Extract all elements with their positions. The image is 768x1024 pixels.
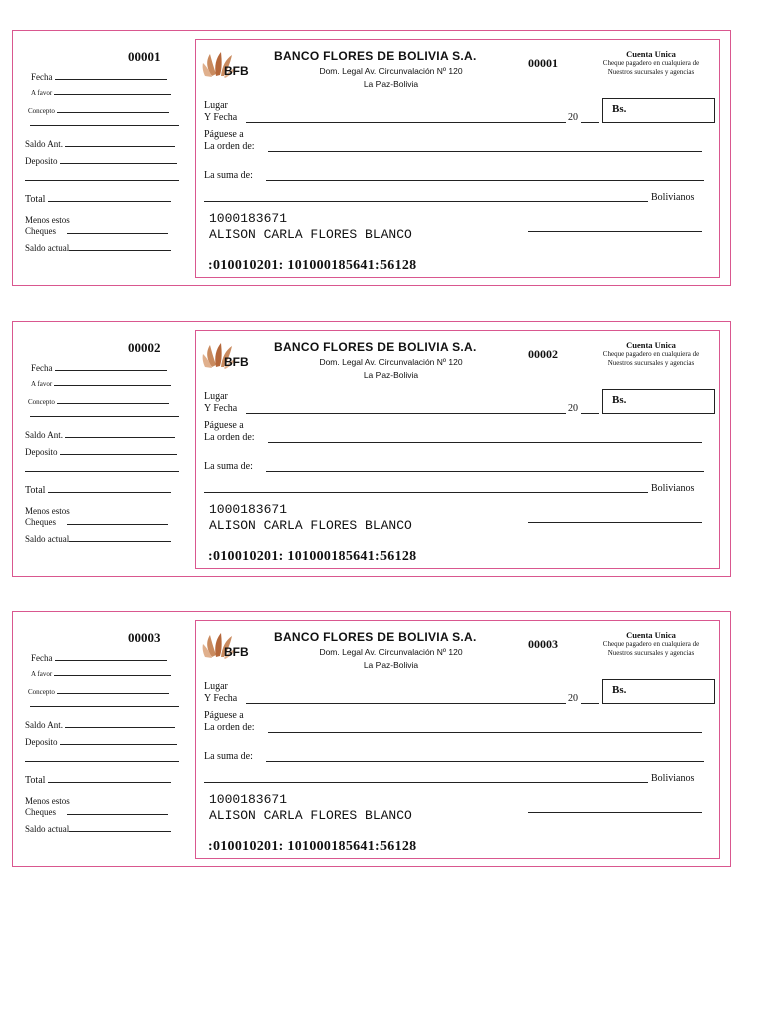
- stub-saldo-actual-field[interactable]: [69, 823, 171, 832]
- la-suma-label: La suma de:: [204, 461, 253, 472]
- la-orden-label: La orden de:: [204, 432, 255, 443]
- year-prefix: 20: [568, 403, 578, 414]
- stub-concepto-field[interactable]: [57, 395, 169, 404]
- bank-address: Dom. Legal Av. Circunvalación Nº 120: [319, 647, 463, 657]
- bank-name: BANCO FLORES DE BOLIVIA S.A.: [274, 49, 477, 63]
- stub-cheques-field[interactable]: [67, 806, 168, 815]
- stub-saldo-actual-field[interactable]: [69, 533, 171, 542]
- stub-concepto-line[interactable]: [30, 125, 179, 126]
- cheque-note-line1: Cheque pagadero en cualquiera de: [602, 59, 700, 67]
- cheque-note-line2: Nuestros sucursales y agencias: [607, 359, 695, 367]
- stub-saldo-actual-label: Saldo actual: [25, 243, 70, 253]
- cheque-note-line1: Cheque pagadero en cualquiera de: [602, 350, 700, 358]
- fecha-field[interactable]: [246, 413, 566, 414]
- account-number: 1000183671: [209, 792, 288, 807]
- bank-name: BANCO FLORES DE BOLIVIA S.A.: [274, 630, 477, 644]
- stub-concepto-label: Concepto: [28, 398, 55, 406]
- stub-deposito-label: Deposito: [25, 447, 58, 457]
- micr-line: :010010201: 101000185641:56128: [208, 258, 417, 273]
- stub-saldo-actual-field[interactable]: [69, 242, 171, 251]
- amount-words-field[interactable]: [266, 471, 704, 472]
- cheque-note-line2: Nuestros sucursales y agencias: [607, 68, 695, 76]
- cheque-3: [12, 611, 731, 867]
- bank-address: Dom. Legal Av. Circunvalación Nº 120: [319, 357, 463, 367]
- amount-box[interactable]: [602, 679, 715, 704]
- cheque-1: [12, 30, 731, 286]
- stub-a-favor-label: A favor: [31, 380, 53, 388]
- logo-text: BFB: [224, 64, 249, 78]
- stub-deposito-label: Deposito: [25, 737, 58, 747]
- currency-label: Bs.: [612, 103, 627, 115]
- logo-text: BFB: [224, 355, 249, 369]
- paguese-label: Páguese a: [204, 420, 244, 431]
- cheque-number: 00002: [528, 347, 558, 361]
- year-field[interactable]: [581, 703, 599, 704]
- bolivianos-label: Bolivianos: [651, 773, 695, 784]
- stub-concepto-label: Concepto: [28, 688, 55, 696]
- stub-a-favor-field[interactable]: [54, 377, 171, 386]
- year-field[interactable]: [581, 413, 599, 414]
- account-type: Cuenta Unica: [626, 630, 676, 640]
- stub-concepto-label: Concepto: [28, 107, 55, 115]
- la-suma-label: La suma de:: [204, 170, 253, 181]
- payee-field[interactable]: [268, 442, 702, 443]
- stub-fecha-field[interactable]: [55, 71, 167, 80]
- stub-saldo-ant-field[interactable]: [65, 719, 175, 728]
- y-fecha-label: Y Fecha: [204, 403, 238, 414]
- signature-line[interactable]: [528, 231, 702, 232]
- account-number: 1000183671: [209, 502, 288, 517]
- stub-a-favor-label: A favor: [31, 89, 53, 97]
- flower-logo-icon: [202, 631, 264, 661]
- amount-box[interactable]: [602, 98, 715, 123]
- cheque-body: [195, 330, 720, 569]
- micr-line: :010010201: 101000185641:56128: [208, 549, 417, 564]
- account-holder-name: ALISON CARLA FLORES BLANCO: [209, 227, 412, 242]
- amount-words-field-2[interactable]: [204, 492, 648, 493]
- logo-text: BFB: [224, 645, 249, 659]
- stub-cheque-number: 00002: [128, 340, 161, 355]
- la-orden-label: La orden de:: [204, 141, 255, 152]
- flower-logo-icon: [202, 50, 264, 80]
- cheque-note-line2: Nuestros sucursales y agencias: [607, 649, 695, 657]
- stub-menos-estos-label: Menos estos: [25, 796, 70, 806]
- amount-words-field[interactable]: [266, 761, 704, 762]
- account-info: [586, 341, 716, 368]
- cheque-body: [195, 39, 720, 278]
- payee-field[interactable]: [268, 151, 702, 152]
- stub-deposito-field[interactable]: [60, 155, 177, 164]
- stub-a-favor-label: A favor: [31, 670, 53, 678]
- bank-city: La Paz-Bolivia: [363, 79, 419, 89]
- stub-menos-estos-label: Menos estos: [25, 215, 70, 225]
- account-info: [586, 50, 716, 77]
- flower-logo-icon: [202, 341, 264, 371]
- la-orden-label: La orden de:: [204, 722, 255, 733]
- stub-total-label: Total: [25, 194, 46, 205]
- stub-saldo-ant-label: Saldo Ant.: [25, 430, 64, 440]
- stub-total-field[interactable]: [48, 193, 171, 202]
- account-info: [586, 631, 716, 658]
- stub-cheques-label: Cheques: [25, 226, 56, 236]
- account-type: Cuenta Unica: [626, 340, 676, 350]
- currency-label: Bs.: [612, 394, 627, 406]
- stub-menos-estos-label: Menos estos: [25, 506, 70, 516]
- cheque-2: [12, 321, 731, 577]
- stub-concepto-line[interactable]: [30, 706, 179, 707]
- stub-fecha-field[interactable]: [55, 652, 167, 661]
- account-number: 1000183671: [209, 211, 288, 226]
- stub-concepto-field[interactable]: [57, 685, 169, 694]
- stub-cheques-field[interactable]: [67, 516, 168, 525]
- fecha-field[interactable]: [246, 122, 566, 123]
- account-type: Cuenta Unica: [626, 49, 676, 59]
- stub-concepto-line[interactable]: [30, 416, 179, 417]
- stub-fecha-field[interactable]: [55, 362, 167, 371]
- lugar-label: Lugar: [204, 681, 228, 692]
- currency-label: Bs.: [612, 684, 627, 696]
- stub-total-label: Total: [25, 485, 46, 496]
- cheque-note-line1: Cheque pagadero en cualquiera de: [602, 640, 700, 648]
- stub-fecha-label: Fecha: [31, 72, 53, 82]
- stub-saldo-actual-label: Saldo actual: [25, 824, 70, 834]
- stub-saldo-ant-label: Saldo Ant.: [25, 720, 64, 730]
- fecha-field[interactable]: [246, 703, 566, 704]
- cheque-stub: [13, 612, 193, 866]
- stub-saldo-actual-label: Saldo actual: [25, 534, 70, 544]
- stub-cheques-field[interactable]: [67, 225, 168, 234]
- amount-words-field[interactable]: [266, 180, 704, 181]
- cheque-stub: [13, 322, 193, 576]
- stub-a-favor-field[interactable]: [54, 667, 171, 676]
- stub-total-field[interactable]: [48, 774, 171, 783]
- stub-cheque-number: 00001: [128, 49, 161, 64]
- stub-cheques-label: Cheques: [25, 517, 56, 527]
- year-prefix: 20: [568, 112, 578, 123]
- la-suma-label: La suma de:: [204, 751, 253, 762]
- y-fecha-label: Y Fecha: [204, 693, 238, 704]
- stub-saldo-ant-label: Saldo Ant.: [25, 139, 64, 149]
- bolivianos-label: Bolivianos: [651, 192, 695, 203]
- stub-total-label: Total: [25, 775, 46, 786]
- paguese-label: Páguese a: [204, 129, 244, 140]
- signature-line[interactable]: [528, 522, 702, 523]
- bolivianos-label: Bolivianos: [651, 483, 695, 494]
- micr-line: :010010201: 101000185641:56128: [208, 839, 417, 854]
- bank-city: La Paz-Bolivia: [363, 660, 419, 670]
- stub-fecha-label: Fecha: [31, 653, 53, 663]
- stub-a-favor-field[interactable]: [54, 86, 171, 95]
- stub-deposito-label: Deposito: [25, 156, 58, 166]
- amount-box[interactable]: [602, 389, 715, 414]
- bank-address: Dom. Legal Av. Circunvalación Nº 120: [319, 66, 463, 76]
- cheque-body: [195, 620, 720, 859]
- stub-total-field[interactable]: [48, 484, 171, 493]
- year-field[interactable]: [581, 122, 599, 123]
- stub-deposito-field[interactable]: [60, 446, 177, 455]
- bank-name: BANCO FLORES DE BOLIVIA S.A.: [274, 340, 477, 354]
- amount-words-field-2[interactable]: [204, 201, 648, 202]
- cheque-stub: [13, 31, 193, 285]
- bank-city: La Paz-Bolivia: [363, 370, 419, 380]
- cheque-number: 00001: [528, 56, 558, 70]
- stub-cheques-label: Cheques: [25, 807, 56, 817]
- account-holder-name: ALISON CARLA FLORES BLANCO: [209, 518, 412, 533]
- year-prefix: 20: [568, 693, 578, 704]
- stub-deposito-line[interactable]: [25, 471, 179, 472]
- stub-deposito-field[interactable]: [60, 736, 177, 745]
- stub-cheque-number: 00003: [128, 630, 161, 645]
- lugar-label: Lugar: [204, 391, 228, 402]
- cheque-number: 00003: [528, 637, 558, 651]
- y-fecha-label: Y Fecha: [204, 112, 238, 123]
- stub-concepto-field[interactable]: [57, 104, 169, 113]
- stub-saldo-ant-field[interactable]: [65, 429, 175, 438]
- account-holder-name: ALISON CARLA FLORES BLANCO: [209, 808, 412, 823]
- paguese-label: Páguese a: [204, 710, 244, 721]
- stub-deposito-line[interactable]: [25, 180, 179, 181]
- lugar-label: Lugar: [204, 100, 228, 111]
- stub-fecha-label: Fecha: [31, 363, 53, 373]
- stub-saldo-ant-field[interactable]: [65, 138, 175, 147]
- amount-words-field-2[interactable]: [204, 782, 648, 783]
- signature-line[interactable]: [528, 812, 702, 813]
- stub-deposito-line[interactable]: [25, 761, 179, 762]
- payee-field[interactable]: [268, 732, 702, 733]
